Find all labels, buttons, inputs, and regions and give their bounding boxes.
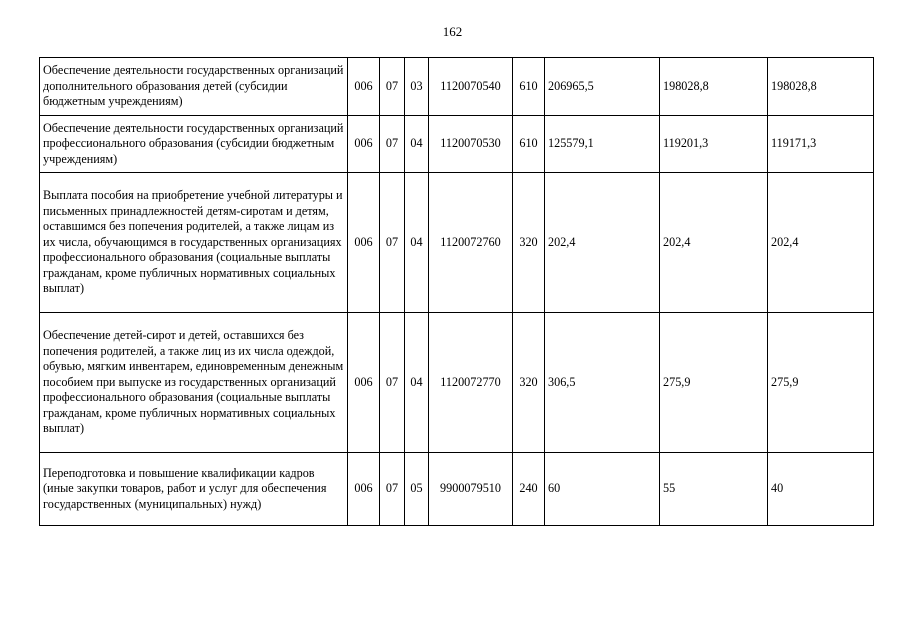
target-article-code: 1120072760 <box>429 173 513 313</box>
amount-year-2: 275,9 <box>660 313 768 453</box>
table-row <box>40 58 874 116</box>
target-article-code: 9900079510 <box>429 453 513 526</box>
expense-type-code: 320 <box>513 173 545 313</box>
row-name: Переподготовка и повышение квалификации кадров (иные закупки товаров, работ и услуг для обеспечения государственных (муниципальных) нужд) <box>40 453 348 526</box>
table-row <box>40 313 874 453</box>
table-row <box>40 453 874 526</box>
row-name: Выплата пособия на приобретение учебной литературы и письменных принадлежностей детям-сиротам и детям, оставшимся без попечения родителей, а также лицам из их числа, обучающимся в государственных организациях профессионального образования (социальные выплаты гражданам, кроме публичных нормативных социальных выплат) <box>40 173 348 313</box>
ministry-code: 006 <box>348 58 380 116</box>
amount-year-1: 202,4 <box>545 173 660 313</box>
section-code: 07 <box>380 116 405 173</box>
amount-year-1: 60 <box>545 453 660 526</box>
section-code: 07 <box>380 453 405 526</box>
expense-type-code: 320 <box>513 313 545 453</box>
amount-year-2: 55 <box>660 453 768 526</box>
target-article-code: 1120072770 <box>429 313 513 453</box>
section-code: 07 <box>380 173 405 313</box>
table-row <box>40 173 874 313</box>
budget-table <box>39 57 874 526</box>
amount-year-3: 202,4 <box>768 173 874 313</box>
expense-type-code: 610 <box>513 116 545 173</box>
expense-type-code: 240 <box>513 453 545 526</box>
amount-year-3: 119171,3 <box>768 116 874 173</box>
ministry-code: 006 <box>348 453 380 526</box>
amount-year-1: 206965,5 <box>545 58 660 116</box>
amount-year-3: 198028,8 <box>768 58 874 116</box>
page-number: 162 <box>442 24 463 39</box>
section-code: 07 <box>380 58 405 116</box>
row-name: Обеспечение детей-сирот и детей, оставшихся без попечения родителей, а также лиц из их числа одеждой, обувью, мягким инвентарем, единовременным денежным пособием при выпуске из государственных организаций профессионального образования (социальные выплаты гражданам, кроме публичных нормативных социальных выплат) <box>40 313 348 453</box>
ministry-code: 006 <box>348 116 380 173</box>
amount-year-2: 119201,3 <box>660 116 768 173</box>
amount-year-2: 202,4 <box>660 173 768 313</box>
target-article-code: 1120070540 <box>429 58 513 116</box>
row-name: Обеспечение деятельности государственных организаций дополнительного образования детей (субсидии бюджетным учреждениям) <box>40 58 348 116</box>
ministry-code: 006 <box>348 313 380 453</box>
subsection-code: 04 <box>405 116 429 173</box>
amount-year-1: 125579,1 <box>545 116 660 173</box>
subsection-code: 04 <box>405 313 429 453</box>
subsection-code: 04 <box>405 173 429 313</box>
table-row <box>40 116 874 173</box>
amount-year-3: 275,9 <box>768 313 874 453</box>
ministry-code: 006 <box>348 173 380 313</box>
subsection-code: 03 <box>405 58 429 116</box>
amount-year-2: 198028,8 <box>660 58 768 116</box>
target-article-code: 1120070530 <box>429 116 513 173</box>
amount-year-1: 306,5 <box>545 313 660 453</box>
section-code: 07 <box>380 313 405 453</box>
amount-year-3: 40 <box>768 453 874 526</box>
subsection-code: 05 <box>405 453 429 526</box>
expense-type-code: 610 <box>513 58 545 116</box>
row-name: Обеспечение деятельности государственных организаций профессионального образования (субсидии бюджетным учреждениям) <box>40 116 348 173</box>
